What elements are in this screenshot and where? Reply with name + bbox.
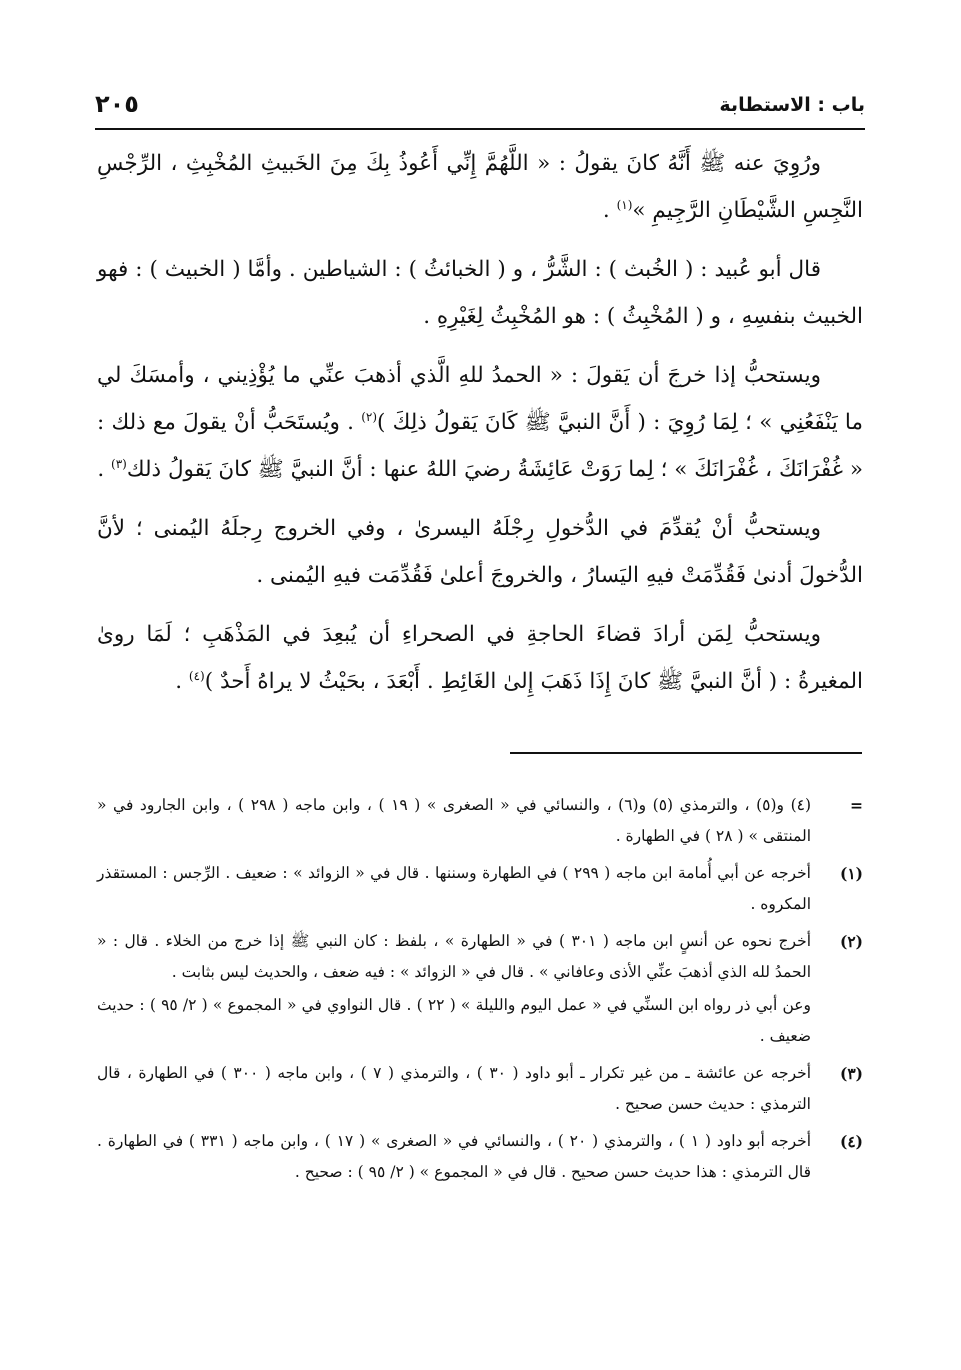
footnote-3 [97,1058,863,1122]
paragraph-1-end: . [602,198,617,223]
footnote-4 [97,1126,863,1190]
footnote-mark: (٢) [839,932,863,951]
footnote-text: (٤) و(٥) ، والترمذي (٥) و(٦) ، والنسائي في « الصغرى » ( ١٩ ) ، وابن ماجه ( ٢٩٨ ) ، وابن الجارود في « المنتقى » ( ٢٨ ) في الطهارة . [97,796,812,845]
footnote-text: أخرج نحوه عن أنسٍ ابن ماجه ( ٣٠١ ) في « الطهارة » ، بلفظ : كان النبي ﷺ إذا خرج من الخلاء . قال : « الحمدُ لله الذي أذهبَ عنِّي الأذى وعافاني » . قال في « الزوائد » : فيه ضعف ، والحديث ليس بثابت . [97,932,811,981]
page-number: ٢٠٥ [95,90,139,118]
footnote-ref-4: (٤) [188,668,205,683]
main-text [97,140,863,717]
footnote-separator [510,752,862,754]
footnote-2 [97,926,863,1054]
footnote-text: وعن أبي ذر رواه ابن السنِّي في « عمل اليوم والليلة » ( ٢٢ ) . قال النواوي في « المجموع » ( ٢/ ٩٥ ) : حديث ضعيف . [97,996,811,1045]
paragraph-3-end: . [97,457,112,482]
paragraph-3 [97,352,863,493]
footnotes [97,790,863,1194]
footnote-text: أخرجه أبو داود ( ١ ) ، والترمذي ( ٢٠ ) ، والنسائي في « الصغرى » ( ١٧ ) ، وابن ماجه ( ٣٣١ ) في الطهارة . قال الترمذي : هذا حديث حسن صحيح . قال في « المجموع » ( ٢/ ٩٥ ) : صحيح . [97,1132,812,1181]
paragraph-5-end: . [175,669,189,694]
paragraph-1-text: ورُوِيَ عنه ﷺ أَنَّهُ كانَ يقولُ : « اللَّهُمَّ إِنِّي أَعُوذُ بِكَ مِنَ الخَبيثِ المُخْبِثِ ، الرِّجْسِ النَّجِسِ الشَّيْطَانِ الرَّجِيمِ » [97,151,863,223]
paragraph-5 [97,611,863,705]
footnote-ref-2: (٢) [361,409,378,424]
footnote-mark: (٣) [839,1064,863,1083]
footnote-mark: (١) [839,864,863,883]
paragraph-3-text-b: . ويُستَحَبُّ أنْ يقولَ مع ذلك : « غُفْرَانَكَ ، غُفْرَانَكَ » ؛ لِما رَوَتْ عَائِشَةُ رضيَ اللهُ عنها : أنَّ النبيَّ ﷺ كانَ يَقولُ ذلك [97,410,863,482]
paragraph-4: ويستحبُّ أنْ يُقدِّمَ في الدُّخولِ رِجْلَهُ اليسرىٰ ، وفي الخروج رِجلَهُ اليُمنى ؛ لأنَّ الدُّخولَ أدنىٰ فَقُدِّمَتْ فيهِ اليَسارُ ، والخروجَ أعلىٰ فَقُدِّمَت فيهِ اليُمنى . [97,516,863,588]
paragraph-2: قال أبو عُبيد : ( الخُبث ) : الشَّرُّ ، و ( الخبائثُ ) : الشياطين . وأمَّا ( الخبيث ) : فهو الخبيث بنفسِهِ ، و ( المُخْبِثُ ) : هو المُخْبِثُ لِغَيْرِهِ . [97,257,863,329]
footnote-mark: (٤) [839,1132,863,1151]
footnote-mark: = [850,796,863,815]
footnote-text: أخرجه عن عائشة ـ من غير تكرار ـ أبو داود ( ٣٠ ) ، والترمذي ( ٧ ) ، وابن ماجه ( ٣٠٠ ) في الطهارة ، قال الترمذي : حديث حسن صحيح . [97,1064,812,1113]
footnote-1 [97,858,863,922]
page-header [95,84,865,124]
footnote-text: أخرجه عن أبي أُمامة ابن ماجه ( ٢٩٩ ) في الطهارة وسننها . قال في « الزوائد » : ضعيف . الرِّجس : المستقذر المكروه . [97,864,811,913]
footnote-ref-1: (١) [616,197,633,212]
header-rule [95,128,865,130]
chapter-title: باب : الاستطابة [719,94,865,116]
paragraph-1 [97,140,863,234]
footnote-ref-3: (٣) [111,456,127,471]
paragraph-5-text: ويستحبُّ لِمَن أرادَ قضاءَ الحاجةِ في الصحراءِ أن يُبعِدَ في المَذْهَبِ ؛ لَمَا روىٰ المغيرةُ : ( أنَّ النبيَّ ﷺ كانَ إِذَا ذَهَبَ إِلىٰ الغَائِطِ . أَبْعَدَ ، بحَيْثُ لا يراهُ أَحدٌ ) [97,622,863,694]
footnote-continuation [97,790,863,854]
paragraph-3-text-a: ويستحبُّ إذا خرجَ أن يَقولَ : « الحمدُ للهِ الَّذي أذهبَ عنِّي ما يُؤْذِيني ، وأمسَكَ لي ما يَنْفَعُنِي » ؛ لِمَا رُوِيَ : ( أَنَّ النبيَّ ﷺ كَانَ يَقولُ ذلِكَ ) [97,363,863,435]
